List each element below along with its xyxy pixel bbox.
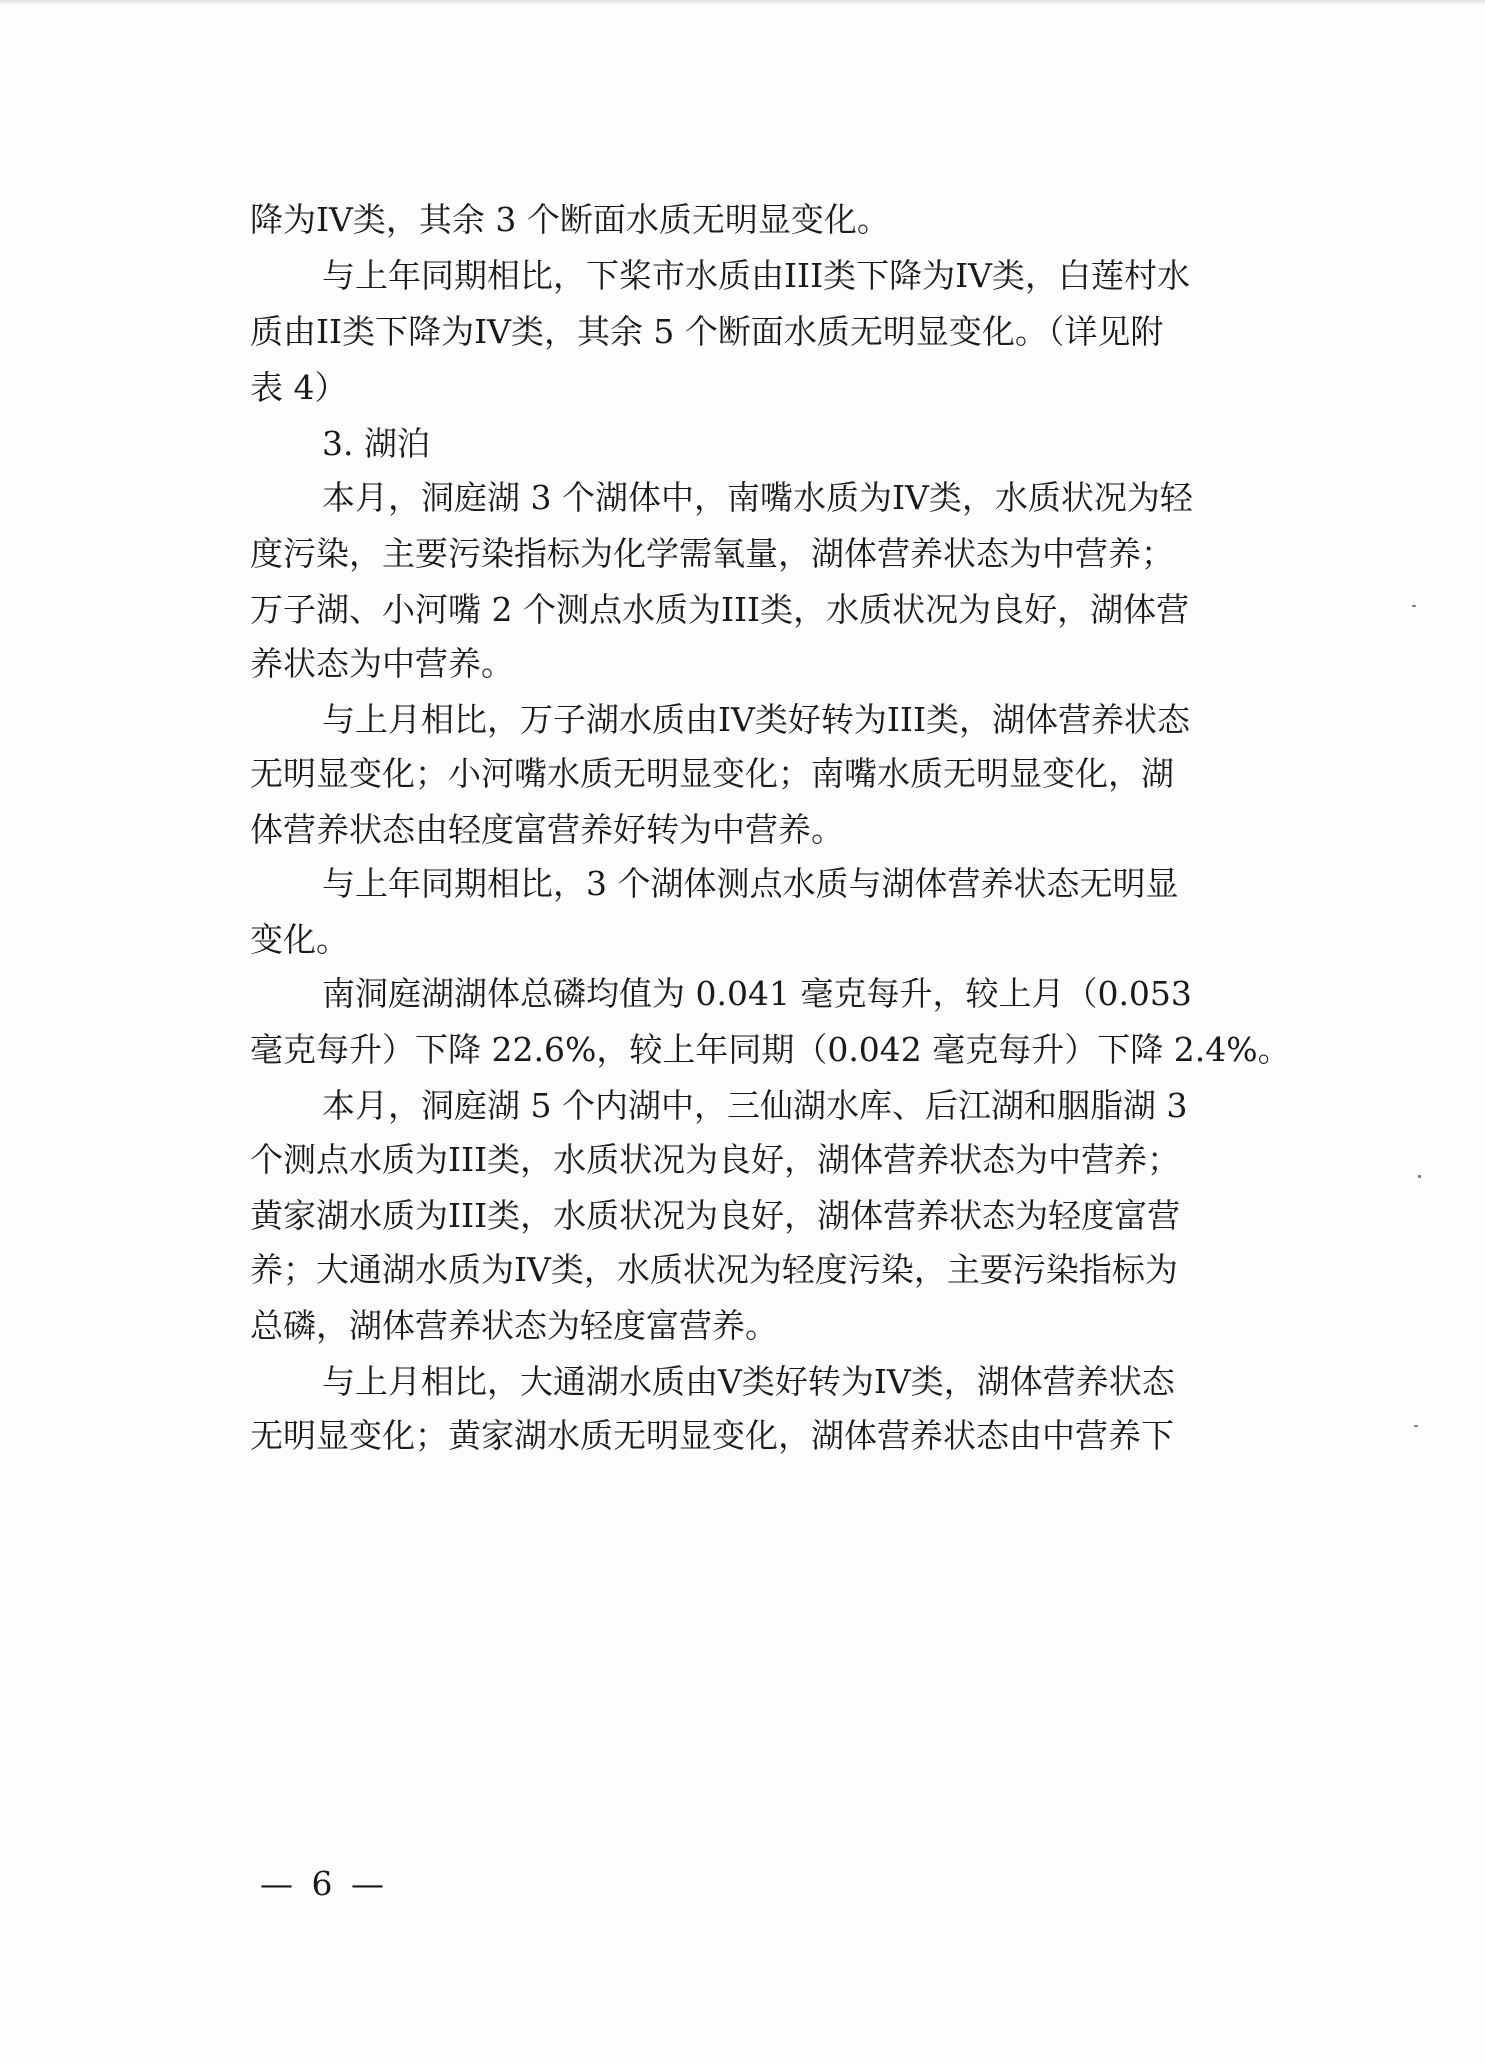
body-line: 降为IV类，其余 3 个断面水质无明显变化。 (250, 200, 890, 239)
page-number: — 6 — (260, 1864, 388, 1903)
body-line: 与上年同期相比，下桨市水质由III类下降为IV类，白莲村水 (322, 256, 1190, 295)
scan-top-edge (0, 0, 1485, 6)
body-line: 变化。 (250, 920, 349, 959)
body-line: 与上年同期相比，3 个湖体测点水质与湖体营养状态无明显 (322, 864, 1179, 903)
body-line: 本月，洞庭湖 5 个内湖中，三仙湖水库、后江湖和胭脂湖 3 (322, 1086, 1188, 1125)
body-line: 毫克每升）下降 22.6%，较上年同期（0.042 毫克每升）下降 2.4%。 (250, 1030, 1291, 1069)
body-line: 无明显变化；小河嘴水质无明显变化；南嘴水质无明显变化，湖 (250, 754, 1174, 793)
body-line: 养状态为中营养。 (250, 644, 514, 683)
scan-speck (1414, 1425, 1418, 1427)
body-line: 与上月相比，万子湖水质由IV类好转为III类，湖体营养状态 (322, 700, 1190, 739)
body-line: 养；大通湖水质为IV类，水质状况为轻度污染，主要污染指标为 (250, 1250, 1178, 1289)
scan-speck (1412, 605, 1416, 607)
body-line: 个测点水质为III类，水质状况为良好，湖体营养状态为中营养； (250, 1140, 1181, 1179)
body-line: 无明显变化；黄家湖水质无明显变化，湖体营养状态由中营养下 (250, 1416, 1174, 1455)
body-line: 体营养状态由轻度富营养好转为中营养。 (250, 810, 844, 849)
section-heading: 3. 湖泊 (322, 424, 430, 463)
body-line: 南洞庭湖湖体总磷均值为 0.041 毫克每升，较上月（0.053 (322, 974, 1192, 1013)
body-line: 本月，洞庭湖 3 个湖体中，南嘴水质为IV类，水质状况为轻 (322, 478, 1193, 517)
body-line: 黄家湖水质为III类，水质状况为良好，湖体营养状态为轻度富营 (250, 1196, 1181, 1235)
body-line: 万子湖、小河嘴 2 个测点水质为III类，水质状况为良好，湖体营 (250, 590, 1190, 629)
body-line: 总磷，湖体营养状态为轻度富营养。 (250, 1306, 778, 1345)
body-line: 度污染，主要污染指标为化学需氧量，湖体营养状态为中营养； (250, 534, 1174, 573)
body-line: 质由II类下降为IV类，其余 5 个断面水质无明显变化。（详见附 (250, 312, 1164, 351)
body-line: 与上月相比，大通湖水质由V类好转为IV类，湖体营养状态 (322, 1362, 1175, 1401)
scan-speck (1418, 1175, 1421, 1178)
body-line: 表 4） (250, 368, 348, 407)
